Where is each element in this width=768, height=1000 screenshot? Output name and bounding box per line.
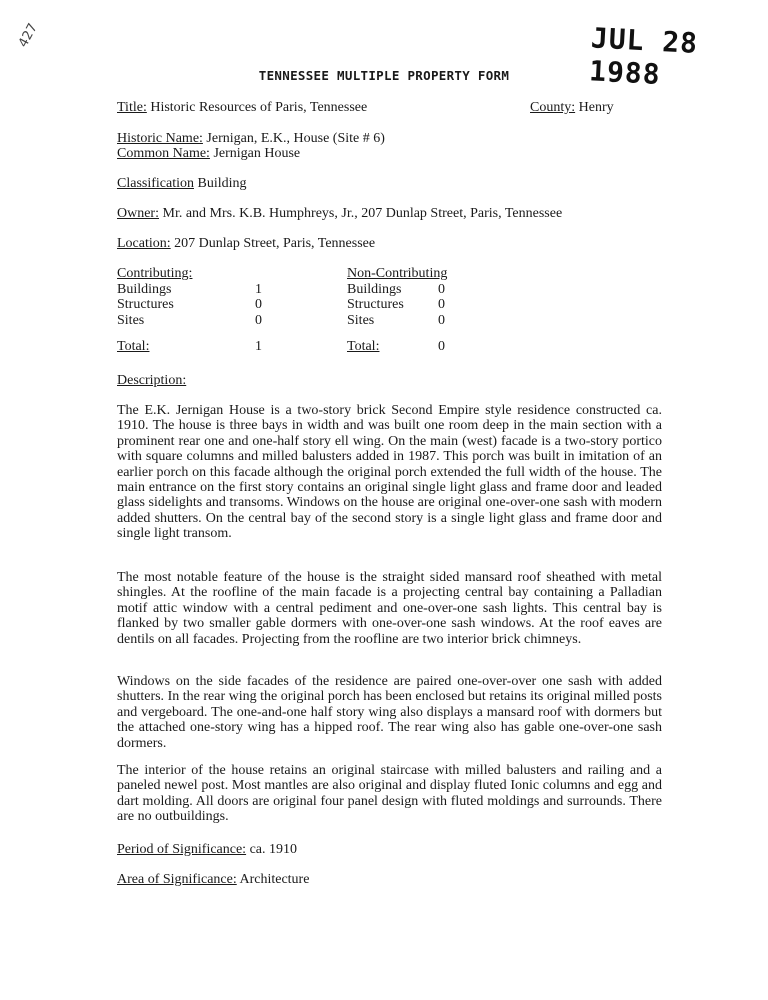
non-contributing-row-label: Sites — [347, 312, 375, 328]
classification-label: Classification — [117, 176, 194, 191]
period-label: Period of Significance: — [117, 842, 247, 857]
non-contributing-row-label: Buildings — [347, 281, 402, 297]
non-contributing-total-row — [347, 339, 487, 355]
non-contributing-header: Non-Contributing — [347, 266, 448, 281]
location-line — [117, 236, 375, 252]
description-paragraph: Windows on the side facades of the residence are paired one-over-over one sash with added shutters. In the rear wing the original porch has been enclosed but retains its original milled posts and vergeboard. The one-and-one half story wing also displays a mansard roof with dormers but the attached one-story wing has a hipped roof. The rear wing also has gable one-over-one sash dormers. — [117, 674, 662, 751]
non-contributing-row — [347, 297, 487, 313]
description-paragraph: The E.K. Jernigan House is a two-story brick Second Empire style residence constructed ca. 1910. The house is three bays in width and was built one room deep in the main section with a prominent rear one and one-half story ell wing. On the main (west) facade is a two-story portico with square columns and milled balusters added in 1987. This porch was built in imitation of an earlier porch on this facade although the original porch extended the full width of the house. The main entrance on the first story contains an original single light glass and frame door and leaded glass sidelights and transoms. Windows on the house are original one-over-one sash with modern added shutters. On the central bay of the second story is a single light glass and frame door and single light transom. — [117, 403, 662, 542]
owner-line — [117, 206, 562, 222]
contributing-total-label: Total: — [117, 339, 150, 354]
county-value: Henry — [575, 100, 614, 115]
form-title: TENNESSEE MULTIPLE PROPERTY FORM — [258, 68, 510, 83]
location-label: Location: — [117, 236, 171, 251]
area-line — [117, 872, 309, 888]
period-value: ca. 1910 — [246, 842, 298, 857]
non-contributing-row-label: Structures — [347, 297, 404, 312]
period-line — [117, 842, 297, 858]
description-label: Description: — [117, 373, 187, 388]
non-contributing-row-value: 0 — [438, 281, 445, 297]
date-stamp: JUL 28 1988 — [588, 21, 699, 92]
description-paragraph: The interior of the house retains an original staircase with milled balusters and railing and a paneled newel post. Most mantles are also original and display fluted Ionic columns and egg and dart molding. All doors are original four panel design with fluted moldings and surrounds. There are no outbuildings. — [117, 763, 662, 825]
contributing-row — [117, 282, 277, 298]
non-contributing-total-value: 0 — [438, 339, 445, 354]
contributing-row — [117, 313, 277, 329]
non-contributing-total-label: Total: — [347, 339, 380, 354]
historic-name-line — [117, 131, 385, 147]
common-name-line — [117, 146, 300, 162]
non-contributing-table — [347, 266, 487, 355]
title-value: Historic Resources of Paris, Tennessee — [146, 100, 368, 115]
area-value: Architecture — [236, 872, 310, 887]
contributing-row-label: Structures — [117, 297, 174, 312]
common-name-value: Jernigan House — [209, 146, 301, 161]
owner-value: Mr. and Mrs. K.B. Humphreys, Jr., 207 Dunlap Street, Paris, Tennessee — [159, 206, 563, 221]
contributing-total-value: 1 — [255, 339, 262, 354]
title-line — [117, 100, 367, 116]
handwritten-note: 427 — [15, 21, 41, 50]
non-contributing-row-value: 0 — [438, 297, 445, 312]
contributing-total-row — [117, 339, 277, 355]
contributing-row-label: Buildings — [117, 281, 172, 297]
classification-value: Building — [194, 176, 247, 191]
description-paragraph: The most notable feature of the house is the straight sided mansard roof sheathed with metal shingles. At the roofline of the main facade is a projecting central bay containing a Palladian motif attic window with a central pediment and one-over-one sash lights. This central bay is flanked by two smaller gable dormers with one-over-one sash windows. At the roof eaves are dentils on all facades. Projecting from the roofline are two interior brick chimneys. — [117, 570, 662, 647]
contributing-row-value: 1 — [255, 281, 262, 297]
common-name-label: Common Name: — [117, 146, 210, 161]
contributing-row-value: 0 — [255, 312, 262, 328]
county-line — [530, 100, 614, 116]
contributing-header: Contributing: — [117, 266, 193, 281]
owner-label: Owner: — [117, 206, 159, 221]
description-heading — [117, 373, 186, 389]
classification-line — [117, 176, 247, 192]
non-contributing-row — [347, 313, 487, 329]
contributing-row-label: Sites — [117, 312, 145, 328]
non-contributing-row-value: 0 — [438, 312, 445, 328]
contributing-row — [117, 297, 277, 313]
historic-name-label: Historic Name: — [117, 131, 203, 146]
contributing-row-value: 0 — [255, 297, 262, 312]
historic-name-value: Jernigan, E.K., House (Site # 6) — [202, 131, 385, 146]
county-label: County: — [530, 100, 576, 115]
area-label: Area of Significance: — [117, 872, 237, 887]
title-label: Title: — [117, 100, 147, 115]
contributing-table — [117, 266, 277, 355]
non-contributing-row — [347, 282, 487, 298]
location-value: 207 Dunlap Street, Paris, Tennessee — [170, 236, 376, 251]
